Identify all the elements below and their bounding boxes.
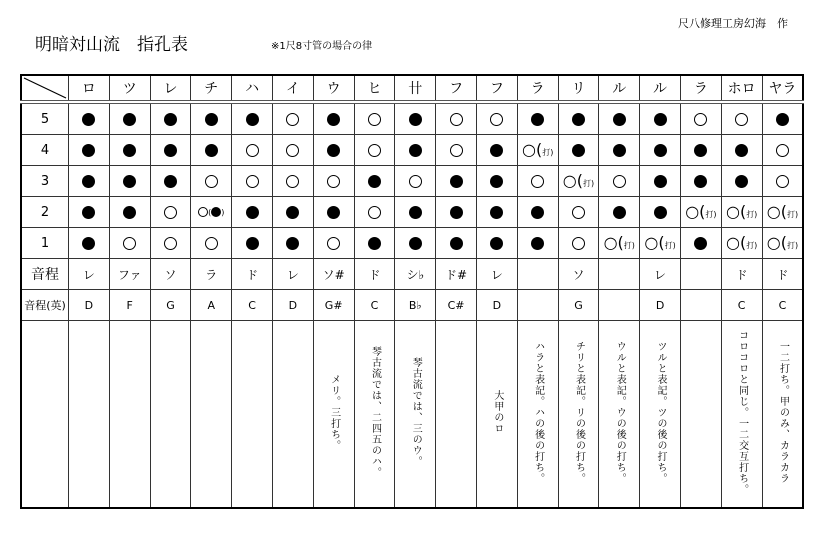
fingering-cell (476, 197, 517, 228)
closed-hole-icon (164, 175, 177, 188)
closed-hole-icon (531, 206, 544, 219)
fingering-cell (69, 135, 110, 166)
column-header: ル (640, 75, 681, 102)
pitch-cell: ソ (150, 259, 191, 290)
closed-hole-icon (246, 113, 259, 126)
pitch-cell: D (476, 290, 517, 321)
open-hole-icon (776, 144, 789, 157)
fingering-cell (762, 166, 803, 197)
hole-number: 4 (21, 135, 69, 166)
fingering-cell (558, 102, 599, 135)
open-hole-strike: ○(打) (603, 233, 635, 252)
fingering-cell (558, 228, 599, 259)
closed-hole-icon (531, 237, 544, 250)
closed-hole-icon (409, 237, 422, 250)
note-text: ツルと表記。ツの後の打ち。 (655, 340, 667, 484)
note-cell (150, 321, 191, 509)
fingering-cell (313, 197, 354, 228)
open-hole-strike: ○(打) (766, 233, 799, 252)
header-row (21, 75, 803, 102)
closed-hole-icon (776, 113, 789, 126)
note-cell (762, 321, 803, 509)
closed-hole-icon (654, 206, 667, 219)
open-hole-icon (490, 113, 503, 126)
fingering-cell (150, 166, 191, 197)
author-credit: 尺八修理工房幻海 作 (678, 17, 788, 30)
note-cell (232, 321, 273, 509)
closed-hole-icon (572, 144, 585, 157)
note-text: 一二打ち。甲のみ、カラカラ (777, 340, 789, 484)
fingering-cell (436, 102, 477, 135)
hole-row (21, 166, 803, 197)
fingering-cell (640, 135, 681, 166)
closed-hole-icon (246, 206, 259, 219)
fingering-cell (354, 228, 395, 259)
open-hole-strike: ○(打) (725, 233, 758, 252)
column-header: ラ (517, 75, 558, 102)
closed-hole-icon (450, 175, 463, 188)
fingering-cell (680, 228, 721, 259)
fingering-cell (150, 102, 191, 135)
fingering-cell (191, 228, 232, 259)
pitch-cell: C (232, 290, 273, 321)
column-header: ホロ (721, 75, 762, 102)
fingering-cell (313, 166, 354, 197)
closed-hole-icon (613, 144, 626, 157)
open-hole-strike: ○(打) (766, 202, 799, 221)
note-text: チリと表記。リの後の打ち。 (573, 340, 585, 484)
open-hole-icon (246, 175, 259, 188)
fingering-cell (721, 102, 762, 135)
closed-hole-icon (286, 237, 299, 250)
note-cell (191, 321, 232, 509)
closed-hole-icon (164, 144, 177, 157)
fingering-cell (191, 102, 232, 135)
pitch-cell: ソ# (313, 259, 354, 290)
fingering-cell (272, 135, 313, 166)
closed-hole-icon (654, 144, 667, 157)
closed-hole-icon (490, 206, 503, 219)
fingering-cell (272, 197, 313, 228)
closed-hole-icon (694, 144, 707, 157)
alt-closed-mark: ( ) (208, 207, 225, 217)
fingering-cell (395, 102, 436, 135)
fingering-cell (436, 197, 477, 228)
open-hole-strike: ○(打) (562, 171, 595, 190)
open-hole-icon (450, 144, 463, 157)
pitch-cell: F (109, 290, 150, 321)
open-hole-icon (327, 175, 340, 188)
closed-hole-icon (286, 206, 299, 219)
pitch-cell: C (354, 290, 395, 321)
note-cell (558, 321, 599, 509)
pitch-cell: C (721, 290, 762, 321)
note-cell (680, 321, 721, 509)
fingering-cell (109, 197, 150, 228)
open-hole-icon (572, 237, 585, 250)
closed-hole-icon (531, 113, 544, 126)
closed-hole-icon (205, 144, 218, 157)
column-header: レ (150, 75, 191, 102)
note-cell (109, 321, 150, 509)
pitch-cell: B♭ (395, 290, 436, 321)
pitch-cell (599, 259, 640, 290)
fingering-cell (232, 228, 273, 259)
fingering-cell (721, 166, 762, 197)
pitch-cell: ド# (436, 259, 477, 290)
closed-hole-icon (450, 206, 463, 219)
hole-row (21, 135, 803, 166)
open-hole-icon (164, 206, 177, 219)
pitch-cell: D (272, 290, 313, 321)
fingering-cell (69, 102, 110, 135)
note-cell (313, 321, 354, 509)
pitch-row (21, 259, 803, 290)
open-hole-strike: ○(打) (644, 233, 676, 252)
fingering-cell (599, 102, 640, 135)
open-hole-icon (409, 175, 422, 188)
fingering-cell (313, 228, 354, 259)
pitch-cell: レ (640, 259, 681, 290)
fingering-cell (599, 197, 640, 228)
fingering-cell (436, 135, 477, 166)
closed-hole-icon (82, 237, 95, 250)
fingering-cell (272, 102, 313, 135)
note-cell (721, 321, 762, 509)
fingering-cell (599, 135, 640, 166)
note-text: ウルと表記。ウの後の打ち。 (614, 340, 626, 484)
fingering-cell (313, 102, 354, 135)
column-header: フ (436, 75, 477, 102)
open-hole-icon (450, 113, 463, 126)
hole-row (21, 197, 803, 228)
open-hole-icon (613, 175, 626, 188)
closed-hole-icon (694, 175, 707, 188)
fingering-cell (69, 197, 110, 228)
closed-hole-icon (490, 175, 503, 188)
closed-hole-icon (246, 237, 259, 250)
pitch-cell (517, 290, 558, 321)
pitch-cell: C (762, 290, 803, 321)
fingering-cell (436, 166, 477, 197)
fingering-cell (599, 166, 640, 197)
closed-hole-icon (368, 237, 381, 250)
fingering-cell (395, 228, 436, 259)
fingering-cell (313, 135, 354, 166)
fingering-cell (354, 135, 395, 166)
open-hole-icon (205, 175, 218, 188)
fingering-cell (476, 166, 517, 197)
column-header: ル (599, 75, 640, 102)
note-cell (69, 321, 110, 509)
fingering-cell (232, 135, 273, 166)
fingering-cell (354, 102, 395, 135)
subtitle-note: ※1尺8寸管の場合の律 (271, 41, 373, 52)
pitch-cell (599, 290, 640, 321)
fingering-cell (640, 102, 681, 135)
fingering-cell (762, 135, 803, 166)
note-text: コロコロと同じ。一二交互打ち。 (736, 329, 748, 495)
open-hole-icon (198, 207, 208, 217)
pitch-cell: ソ (558, 259, 599, 290)
column-header: ウ (313, 75, 354, 102)
fingering-cell (762, 228, 803, 259)
fingering-cell (395, 135, 436, 166)
column-header: リ (558, 75, 599, 102)
fingering-cell (150, 135, 191, 166)
fingering-cell (109, 166, 150, 197)
fingering-cell (680, 197, 721, 228)
pitch-cell: レ (272, 259, 313, 290)
closed-hole-icon (694, 237, 707, 250)
closed-hole-icon (409, 113, 422, 126)
note-text: 琴古流では、三のウ。 (410, 357, 422, 467)
open-hole-icon (286, 175, 299, 188)
note-cell (640, 321, 681, 509)
open-hole-icon (368, 206, 381, 219)
closed-hole-icon (490, 144, 503, 157)
fingering-cell (395, 197, 436, 228)
fingering-cell (640, 197, 681, 228)
closed-hole-icon (450, 237, 463, 250)
note-cell (599, 321, 640, 509)
pitch-cell (517, 259, 558, 290)
pitch-cell: ド (232, 259, 273, 290)
closed-hole-icon (327, 113, 340, 126)
diagonal-line (22, 76, 68, 100)
pitch-cell: G (558, 290, 599, 321)
fingering-cell (232, 166, 273, 197)
pitch-cell: ラ (191, 259, 232, 290)
fingering-cell (354, 166, 395, 197)
note-text: ハラと表記。ハの後の打ち。 (532, 340, 544, 484)
fingering-cell (476, 102, 517, 135)
fingering-cell (354, 197, 395, 228)
closed-hole-icon (409, 144, 422, 157)
fingering-cell (232, 197, 273, 228)
closed-hole-icon (735, 175, 748, 188)
closed-hole-icon (368, 175, 381, 188)
row-label: 音程(英) (21, 290, 69, 321)
fingering-cell (558, 135, 599, 166)
open-hole-icon (735, 113, 748, 126)
closed-hole-icon (164, 113, 177, 126)
open-hole-icon (286, 113, 299, 126)
closed-hole-icon (613, 113, 626, 126)
corner-cell (21, 75, 69, 102)
pitch-cell: A (191, 290, 232, 321)
fingering-cell (109, 135, 150, 166)
open-hole-strike: ○(打) (725, 202, 758, 221)
fingering-table (20, 74, 804, 509)
open-hole-icon (531, 175, 544, 188)
column-header: 卄 (395, 75, 436, 102)
closed-hole-icon (123, 144, 136, 157)
closed-hole-icon (123, 175, 136, 188)
closed-hole-icon (211, 207, 221, 217)
note-text: メリ。三打ち。 (328, 373, 340, 451)
closed-hole-icon (82, 144, 95, 157)
fingering-cell (558, 197, 599, 228)
pitch-cell: C# (436, 290, 477, 321)
pitch-cell: G (150, 290, 191, 321)
hole-number: 5 (21, 102, 69, 135)
open-hole-icon (286, 144, 299, 157)
pitch-cell: レ (476, 259, 517, 290)
fingering-cell (640, 166, 681, 197)
column-header: イ (272, 75, 313, 102)
open-hole-icon (572, 206, 585, 219)
fingering-cell (721, 228, 762, 259)
fingering-cell (517, 102, 558, 135)
fingering-cell (599, 228, 640, 259)
column-header: ラ (680, 75, 721, 102)
hole-number: 3 (21, 166, 69, 197)
pitch-cell (680, 259, 721, 290)
closed-hole-icon (123, 206, 136, 219)
pitch-en-row (21, 290, 803, 321)
closed-hole-icon (613, 206, 626, 219)
fingering-cell (517, 228, 558, 259)
open-hole-icon (123, 237, 136, 250)
pitch-cell: レ (69, 259, 110, 290)
fingering-cell (762, 197, 803, 228)
fingering-cell (150, 197, 191, 228)
closed-hole-icon (654, 175, 667, 188)
column-header: ツ (109, 75, 150, 102)
column-header: ロ (69, 75, 110, 102)
pitch-cell: D (640, 290, 681, 321)
closed-hole-icon (490, 237, 503, 250)
note-cell (354, 321, 395, 509)
hole-row (21, 228, 803, 259)
closed-hole-icon (654, 113, 667, 126)
fingering-cell (721, 197, 762, 228)
row-label: 音程 (21, 259, 69, 290)
fingering-cell (150, 228, 191, 259)
note-text: 大甲のロ (491, 390, 503, 434)
fingering-cell (517, 135, 558, 166)
fingering-cell (680, 102, 721, 135)
fingering-cell (69, 228, 110, 259)
note-cell (436, 321, 477, 509)
fingering-cell (191, 197, 232, 228)
note-cell (272, 321, 313, 509)
fingering-cell (109, 102, 150, 135)
fingering-cell (517, 197, 558, 228)
fingering-cell (395, 166, 436, 197)
closed-hole-icon (82, 175, 95, 188)
pitch-cell: ド (721, 259, 762, 290)
notes-label-cell (21, 321, 69, 509)
fingering-cell (517, 166, 558, 197)
closed-hole-icon (735, 144, 748, 157)
fingering-cell (232, 102, 273, 135)
fingering-cell (109, 228, 150, 259)
hole-number: 2 (21, 197, 69, 228)
fingering-cell (191, 135, 232, 166)
fingering-cell (191, 166, 232, 197)
note-text: 琴古流では、二四五のハ。 (369, 346, 381, 478)
open-hole-icon (205, 237, 218, 250)
closed-hole-icon (327, 144, 340, 157)
fingering-cell (272, 228, 313, 259)
pitch-cell: D (69, 290, 110, 321)
fingering-cell (476, 135, 517, 166)
hole-row (21, 102, 803, 135)
note-cell (517, 321, 558, 509)
open-hole-icon (327, 237, 340, 250)
closed-hole-icon (409, 206, 422, 219)
fingering-cell (762, 102, 803, 135)
page-title: 明暗対山流 指孔表 (35, 35, 188, 55)
note-cell (476, 321, 517, 509)
fingering-cell (436, 228, 477, 259)
closed-hole-icon (327, 206, 340, 219)
notes-row (21, 321, 803, 509)
open-hole-icon (164, 237, 177, 250)
column-header: ハ (232, 75, 273, 102)
fingering-cell (721, 135, 762, 166)
open-hole-icon (694, 113, 707, 126)
column-header: ヒ (354, 75, 395, 102)
pitch-cell: ド (762, 259, 803, 290)
fingering-cell (680, 135, 721, 166)
fingering-cell (640, 228, 681, 259)
fingering-cell (558, 166, 599, 197)
open-hole-icon (776, 175, 789, 188)
open-hole-strike: ○(打) (685, 202, 717, 221)
pitch-cell: G# (313, 290, 354, 321)
fingering-cell (476, 228, 517, 259)
closed-hole-icon (82, 206, 95, 219)
pitch-cell: ド (354, 259, 395, 290)
column-header: フ (476, 75, 517, 102)
open-hole-icon (368, 113, 381, 126)
open-hole-strike: ○(打) (522, 140, 554, 159)
closed-hole-icon (205, 113, 218, 126)
closed-hole-icon (123, 113, 136, 126)
pitch-cell (680, 290, 721, 321)
fingering-cell (680, 166, 721, 197)
column-header: チ (191, 75, 232, 102)
open-hole-icon (368, 144, 381, 157)
fingering-cell (272, 166, 313, 197)
pitch-cell: ファ (109, 259, 150, 290)
closed-hole-icon (572, 113, 585, 126)
column-header: ヤラ (762, 75, 803, 102)
note-cell (395, 321, 436, 509)
pitch-cell: シ♭ (395, 259, 436, 290)
closed-hole-icon (82, 113, 95, 126)
open-hole-icon (246, 144, 259, 157)
hole-number: 1 (21, 228, 69, 259)
fingering-cell (69, 166, 110, 197)
